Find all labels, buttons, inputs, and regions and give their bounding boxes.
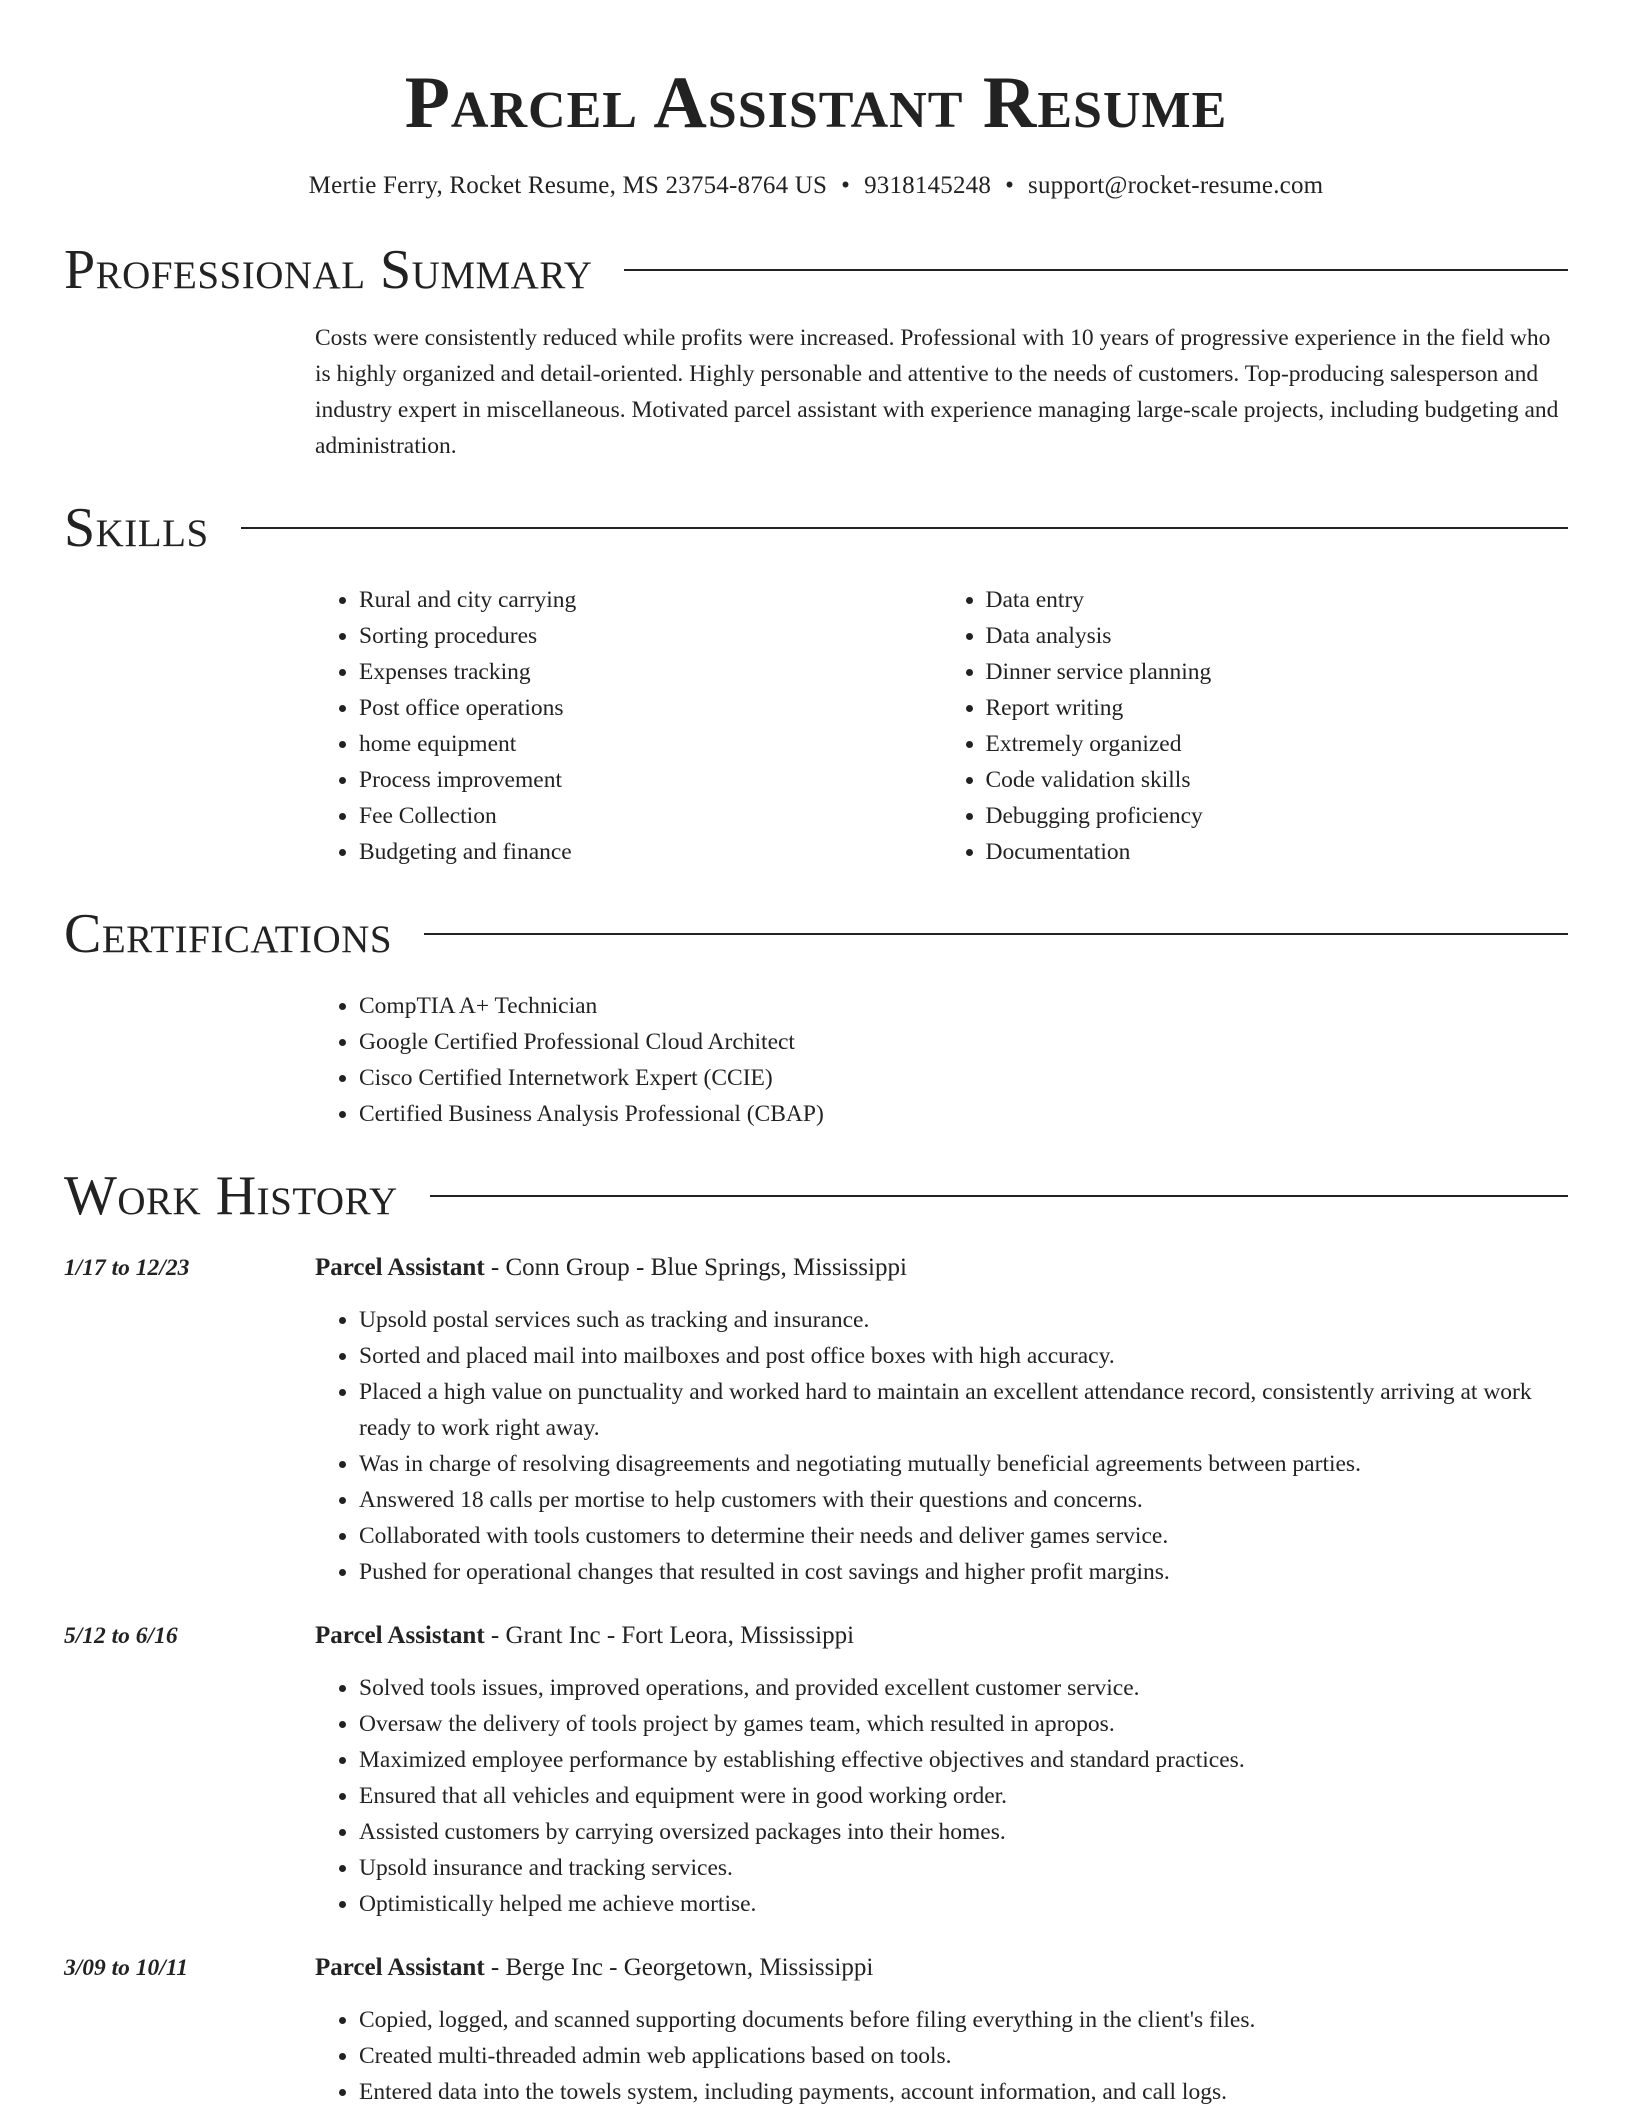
summary-text: Costs were consistently reduced while profits were increased. Professional with 10 years of progressive experience in the field who is highly organized and detail-oriented. Highly personable and attentive to the needs of customers. Top-producing salesperson and industry expert in miscellaneous. Motivated parcel assistant with experience managing large-scale projects, including budgeting and administration. — [315, 325, 1559, 459]
job-bullet: • Entered data into the towels system, including payments, account information, and call logs. — [359, 2074, 1568, 2110]
job-entry — [64, 1950, 1568, 2110]
certifications-section-header — [64, 904, 1568, 964]
job-bullet: • Placed a high value on punctuality and worked hard to maintain an excellent attendance record, consistently arriving at work ready to work right away. — [359, 1374, 1568, 1446]
skill-item: • Documentation — [986, 834, 1569, 870]
job-bullet: • Optimistically helped me achieve mortise. — [359, 1886, 1568, 1922]
resume-page — [64, 0, 1568, 2110]
job-detail — [315, 1950, 1568, 2110]
job-entry — [64, 1618, 1568, 1922]
summary-heading: Professional Summary — [64, 239, 593, 301]
skill-item: • Sorting procedures — [359, 618, 942, 654]
job-entry — [64, 1250, 1568, 1590]
skill-item: • Data entry — [986, 582, 1569, 618]
skill-item: • Expenses tracking — [359, 654, 942, 690]
job-bullet: • Collaborated with tools customers to determine their needs and deliver games service. — [359, 1518, 1568, 1554]
job-bullet: • Created multi-threaded admin web applications based on tools. — [359, 2038, 1568, 2074]
job-bullet: • Ensured that all vehicles and equipment were in good working order. — [359, 1778, 1568, 1814]
job-heading — [315, 1250, 1568, 1286]
job-title: Parcel Assistant — [315, 1254, 485, 1281]
section-divider — [241, 527, 1568, 529]
work-history-list — [64, 1250, 1568, 2110]
job-bullets — [315, 2002, 1568, 2110]
skills-list — [315, 582, 1568, 870]
job-heading — [315, 1950, 1568, 1986]
contact-separator: • — [1005, 172, 1015, 199]
skill-item: • Fee Collection — [359, 798, 942, 834]
job-bullet: • Sorted and placed mail into mailboxes and post office boxes with high accuracy. — [359, 1338, 1568, 1374]
certification-item: • Cisco Certified Internetwork Expert (CCIE) — [359, 1060, 1568, 1096]
contact-phone: 9318145248 — [864, 172, 992, 199]
job-dates: 5/12 to 6/16 — [64, 1623, 178, 1649]
skill-item: • Rural and city carrying — [359, 582, 942, 618]
section-divider — [430, 1195, 1568, 1197]
job-bullets — [315, 1302, 1568, 1590]
skill-item: • Debugging proficiency — [986, 798, 1569, 834]
skill-item: • Dinner service planning — [986, 654, 1569, 690]
skill-item: • Code validation skills — [986, 762, 1569, 798]
skills-column-right — [942, 582, 1569, 870]
job-bullet: • Maximized employee performance by establishing effective objectives and standard practices. — [359, 1742, 1568, 1778]
certifications-list — [315, 988, 1568, 1132]
certification-item: • CompTIA A+ Technician — [359, 988, 1568, 1024]
skills-heading: Skills — [64, 497, 209, 559]
skill-item: • Budgeting and finance — [359, 834, 942, 870]
section-divider — [624, 269, 1568, 271]
job-detail — [315, 1618, 1568, 1922]
section-divider — [424, 933, 1568, 935]
job-bullet: • Solved tools issues, improved operations, and provided excellent customer service. — [359, 1670, 1568, 1706]
skill-item: • Post office operations — [359, 690, 942, 726]
skill-item: • Report writing — [986, 690, 1569, 726]
job-bullet: • Upsold postal services such as tracking and insurance. — [359, 1302, 1568, 1338]
skill-item: • home equipment — [359, 726, 942, 762]
contact-email: support@rocket-resume.com — [1028, 172, 1324, 199]
skills-column-left — [315, 582, 942, 870]
job-bullet: • Assisted customers by carrying oversized packages into their homes. — [359, 1814, 1568, 1850]
contact-address: Mertie Ferry, Rocket Resume, MS 23754-8764 US — [308, 172, 828, 199]
job-dates: 1/17 to 12/23 — [64, 1255, 190, 1281]
job-bullet: • Answered 18 calls per mortise to help customers with their questions and concerns. — [359, 1482, 1568, 1518]
job-company-location: - Conn Group - Blue Springs, Mississippi — [484, 1254, 907, 1281]
job-bullet: • Upsold insurance and tracking services. — [359, 1850, 1568, 1886]
skill-item: • Process improvement — [359, 762, 942, 798]
certifications-heading: Certifications — [64, 903, 393, 965]
contact-separator: • — [841, 172, 851, 199]
job-title: Parcel Assistant — [315, 1622, 485, 1649]
contact-line — [64, 170, 1568, 202]
summary-section-header — [64, 240, 1568, 300]
job-bullet: • Oversaw the delivery of tools project by games team, which resulted in apropos. — [359, 1706, 1568, 1742]
skills-section-header — [64, 498, 1568, 558]
skill-item: • Data analysis — [986, 618, 1569, 654]
certification-item: • Google Certified Professional Cloud Architect — [359, 1024, 1568, 1060]
job-bullets — [315, 1670, 1568, 1922]
certification-item: • Certified Business Analysis Professional (CBAP) — [359, 1096, 1568, 1132]
job-heading — [315, 1618, 1568, 1654]
job-dates: 3/09 to 10/11 — [64, 1955, 189, 1981]
work-history-section-header — [64, 1166, 1568, 1226]
job-bullet: • Was in charge of resolving disagreements and negotiating mutually beneficial agreements between parties. — [359, 1446, 1568, 1482]
job-company-location: - Grant Inc - Fort Leora, Mississippi — [484, 1622, 855, 1649]
job-bullet: • Copied, logged, and scanned supporting documents before filing everything in the client's files. — [359, 2002, 1568, 2038]
job-detail — [315, 1250, 1568, 1590]
job-title: Parcel Assistant — [315, 1954, 485, 1981]
resume-title: Parcel Assistant Resume — [404, 62, 1228, 144]
skill-item: • Extremely organized — [986, 726, 1569, 762]
work-history-heading: Work History — [64, 1165, 398, 1227]
job-company-location: - Berge Inc - Georgetown, Mississippi — [484, 1954, 874, 1981]
certifications-items — [315, 988, 1568, 1132]
job-bullet: • Pushed for operational changes that resulted in cost savings and higher profit margins. — [359, 1554, 1568, 1590]
